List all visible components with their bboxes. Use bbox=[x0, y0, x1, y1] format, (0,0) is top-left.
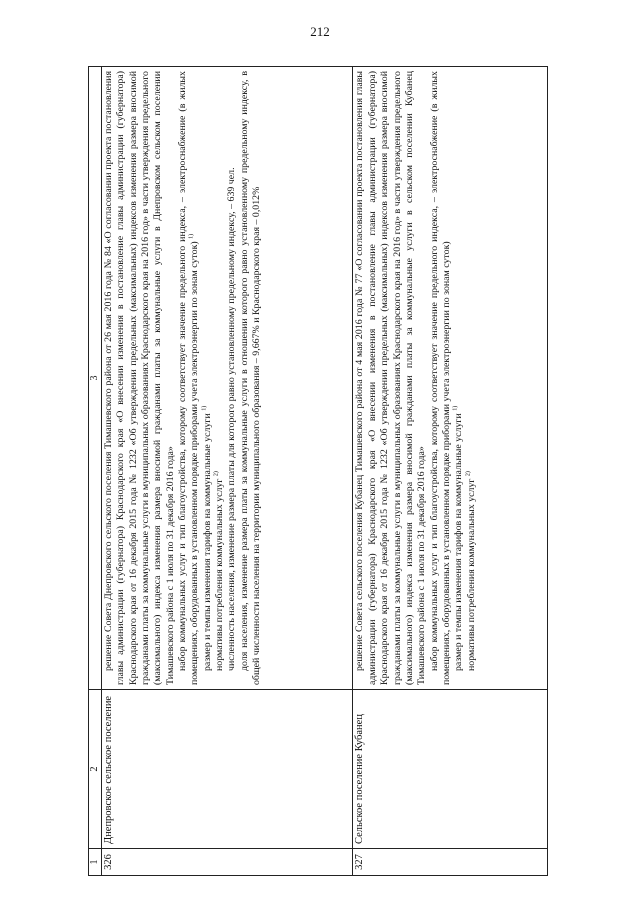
tariffs-footnote-mark: 1) bbox=[201, 405, 208, 411]
settlement-name: Сельское поселение Кубанец bbox=[353, 690, 548, 849]
decision-text: решение Совета сельского поселения Кубанец Тимашевского района от 4 мая 2016 года № 77 «О согласовании проекта постановления главы администрации (губернатора) Краснодарского края «О внесении изменения в постановление главы администрации (губернатора) Краснодарского края от 16 декабря 2015 года № 1232 «Об утверждении предельных (максимальных) индексов изменения размера вносимой гражданами платы за коммунальные услуги в муниципальных образованиях Краснодарского края на 2016 год» в части утверждения предельного (максимального) индекса изменения размера вносимой гражданами платы за коммунальные услуги в сельском поселении Кубанец Тимашевского района с 1 июля по 31 декабря 2016 года» bbox=[354, 71, 428, 685]
settlements-table bbox=[88, 66, 548, 876]
decision-cell bbox=[102, 67, 353, 690]
norms-text: нормативы потребления коммунальных услуг bbox=[465, 478, 477, 671]
norms-text: нормативы потребления коммунальных услуг bbox=[214, 478, 226, 671]
population-text: численность населения, изменение размера платы для которого равно установленному предельному индексу, – 639 чел. bbox=[226, 167, 238, 671]
header-col-1: 1 bbox=[89, 849, 102, 876]
page-number: 212 bbox=[310, 24, 330, 39]
services-footnote-mark: 1) bbox=[189, 233, 196, 239]
decision-cell bbox=[353, 67, 548, 690]
share-text: доля населения, изменение размера платы за коммунальные услуги в отношении которого равно установленному предельному индексу, в общей численности населения на территории муниципального образования – 9,667% и Краснодарского края – 0,012% bbox=[238, 71, 263, 685]
services-paragraph bbox=[177, 71, 202, 685]
norms-paragraph bbox=[214, 71, 226, 685]
decision-text: решение Совета Днепровского сельского поселения Тимашевского района от 26 мая 2016 года № 84 «О согласовании проекта постановления главы администрации (губернатора) Краснодарского края «О внесении изменения в постановление главы администрации (губернатора) Краснодарского края от 16 декабря 2015 года № 1232 «Об утверждении предельных (максимальных) индексов изменения размера вносимой гражданами платы за коммунальные услуги в муниципальных образованиях Краснодарского края на 2016 год» в части утверждения предельного (максимального) индекса изменения размера вносимой гражданами платы за коммунальные услуги в Днепровском сельском поселении Тимашевского района с 1 июля по 31 декабря 2016 года» bbox=[103, 71, 176, 685]
rotated-table-wrapper bbox=[88, 66, 548, 876]
table-header-row bbox=[89, 67, 102, 876]
tariffs-paragraph bbox=[202, 71, 214, 685]
norms-footnote-mark: 2) bbox=[465, 471, 472, 477]
table-row bbox=[102, 67, 353, 876]
tariffs-text: размер и темпы изменения тарифов на коммунальные услуги bbox=[201, 413, 213, 671]
norms-footnote-mark: 2) bbox=[213, 471, 220, 477]
tariffs-footnote-mark: 1) bbox=[452, 405, 459, 411]
row-number: 326 bbox=[102, 849, 353, 876]
services-text: набор коммунальных услуг и тип благоустройства, которому соответствует значение предельного индекса, – электроснабжение (в жилых помещениях, оборудованных в установленном порядке приборами учета электроэнергии по зонам суток) bbox=[428, 71, 452, 685]
header-col-3: 3 bbox=[89, 67, 102, 690]
row-number: 327 bbox=[353, 849, 548, 876]
norms-paragraph bbox=[466, 71, 478, 685]
header-col-2: 2 bbox=[89, 690, 102, 849]
services-text: набор коммунальных услуг и тип благоустройства, которому соответствует значение предельного индекса, – электроснабжение (в жилых помещениях, оборудованных в установленном порядке приборами учета электроэнергии по зонам суток) bbox=[177, 71, 201, 685]
tariffs-paragraph bbox=[453, 71, 465, 685]
tariffs-text: размер и темпы изменения тарифов на коммунальные услуги bbox=[453, 413, 465, 671]
settlement-name: Днепровское сельское поселение bbox=[102, 690, 353, 849]
table-row bbox=[353, 67, 548, 876]
